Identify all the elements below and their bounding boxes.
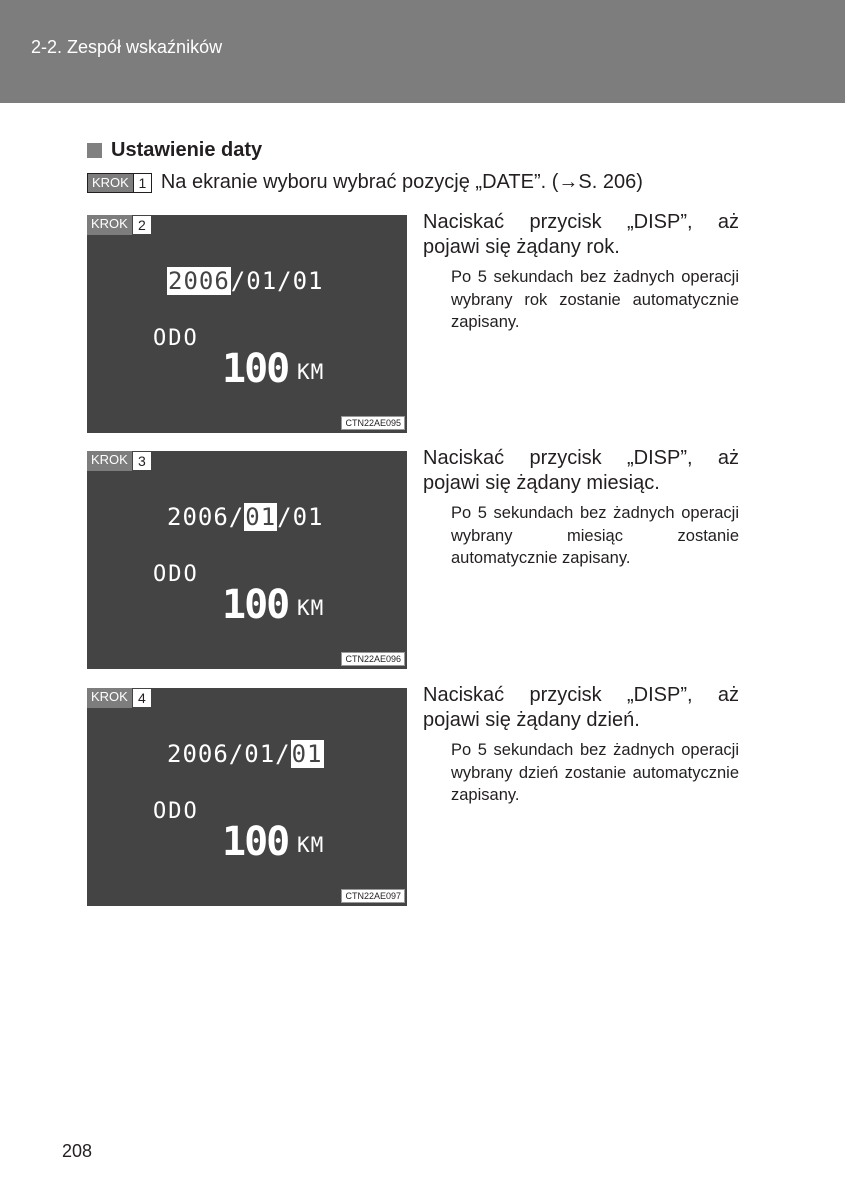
lcd-date-prefix: 2006/ [167, 503, 245, 531]
step-4-main-text: Naciskać przycisk „DISP”, aż pojawi się żądany dzień. [423, 684, 739, 731]
lcd-odo-value: 100 [222, 582, 289, 628]
lcd-date-highlight: 2006 [168, 267, 230, 295]
step-3-description [423, 446, 739, 570]
lcd-date-highlight: 01 [245, 503, 277, 531]
section-heading [87, 139, 262, 162]
lcd-date [167, 505, 324, 529]
lcd-date-suffix: /01/01 [230, 267, 324, 295]
square-bullet-icon [87, 143, 102, 158]
step-badge-number: 4 [133, 689, 151, 707]
figure-code: CTN22AE097 [341, 889, 405, 903]
step-badge [87, 215, 151, 235]
section-title: Ustawienie daty [111, 139, 263, 161]
lcd-odo-unit: KM [297, 596, 325, 620]
step-badge [87, 688, 151, 708]
step-badge-word: KROK [88, 174, 133, 192]
step-1-text: Na ekranie wyboru wybrać pozycję „DATE”. (→S. 206) [160, 171, 643, 193]
lcd-date-highlight: 01 [291, 740, 323, 768]
step-4-note: Po 5 sekundach bez żadnych operacji wybrany dzień zostanie automatycznie zapisany. [451, 741, 739, 804]
lcd-odo-label: ODO [153, 326, 199, 351]
step-2-main-text: Naciskać przycisk „DISP”, aż pojawi się żądany rok. [423, 211, 739, 258]
step-badge-word: KROK [87, 215, 132, 235]
step-badge-number: 2 [133, 216, 151, 234]
step-3-note: Po 5 sekundach bez żadnych operacji wybrany miesiąc zostanie automatycznie zapisany. [451, 504, 739, 567]
display-screen-step-3 [87, 451, 407, 669]
step-1 [87, 171, 643, 194]
display-screen-step-2 [87, 215, 407, 433]
step-badge-word: KROK [87, 451, 132, 471]
page-header [0, 0, 845, 103]
step-2-note: Po 5 sekundach bez żadnych operacji wybrany rok zostanie automatycznie zapisany. [451, 268, 739, 331]
step-3-main-text: Naciskać przycisk „DISP”, aż pojawi się żądany miesiąc. [423, 447, 739, 494]
step-badge [87, 451, 151, 471]
lcd-odo-unit: KM [297, 833, 325, 857]
step-badge-number: 1 [133, 174, 151, 192]
lcd-date-prefix: 2006/01/ [167, 740, 291, 768]
figure-code: CTN22AE096 [341, 652, 405, 666]
step-badge [87, 173, 152, 193]
figure-code: CTN22AE095 [341, 416, 405, 430]
step-badge-number: 3 [133, 452, 151, 470]
step-4-description [423, 683, 739, 807]
step-2-description [423, 210, 739, 334]
step-badge-word: KROK [87, 688, 132, 708]
lcd-date-suffix: /01 [277, 503, 324, 531]
page-number: 208 [62, 1141, 93, 1161]
display-screen-step-4 [87, 688, 407, 906]
lcd-odo-label: ODO [153, 562, 199, 587]
lcd-odo-value: 100 [222, 819, 289, 865]
lcd-date [167, 269, 324, 293]
header-title: 2-2. Zespół wskaźników [31, 37, 223, 57]
lcd-date [167, 742, 324, 766]
lcd-odo-value: 100 [222, 346, 289, 392]
lcd-odo-unit: KM [297, 360, 325, 384]
lcd-odo-label: ODO [153, 799, 199, 824]
